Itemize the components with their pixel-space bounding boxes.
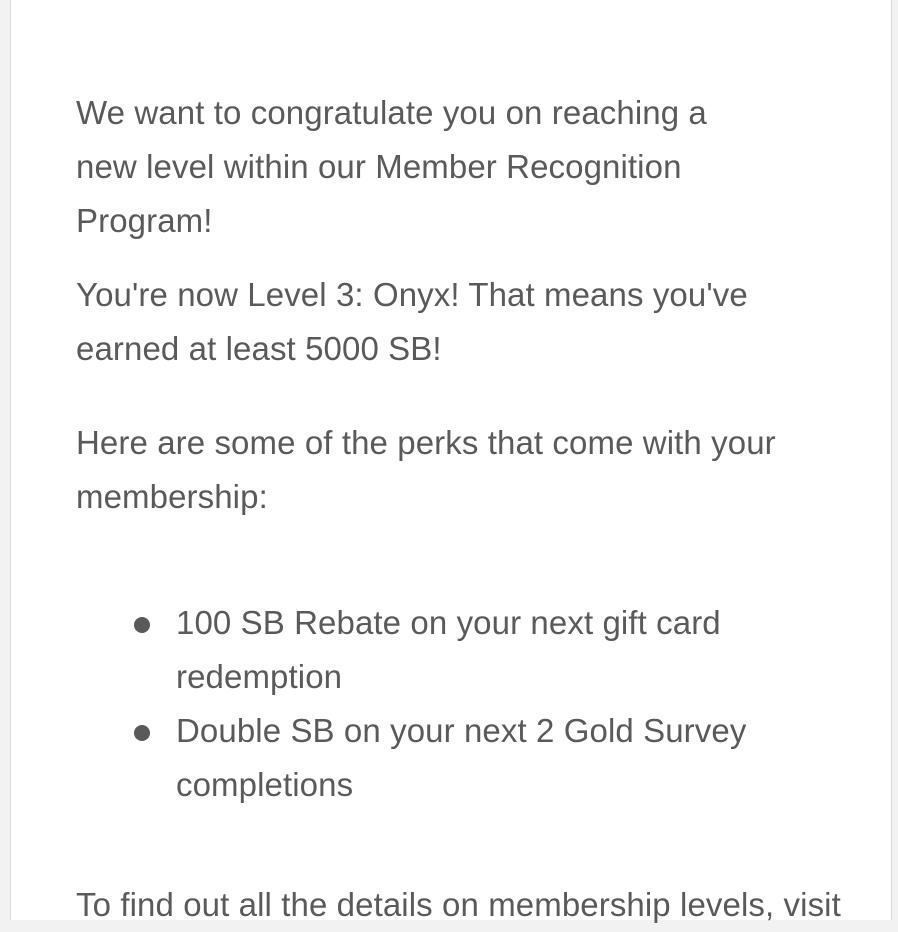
congratulation-paragraph: We want to congratulate you on reaching a new level within our Member Recognition Program! <box>76 94 707 239</box>
bullet-dot-icon <box>134 725 150 741</box>
perk-text: 100 SB Rebate on your next gift card redemption <box>176 604 721 695</box>
perk-list-item <box>76 596 796 704</box>
perk-text: Double SB on your next 2 Gold Survey completions <box>176 712 747 803</box>
perks-intro-paragraph: Here are some of the perks that come with your membership: <box>76 424 776 515</box>
perk-list-item <box>76 704 796 812</box>
details-paragraph-cut-off: To find out all the details on membership levels, visit <box>76 886 841 923</box>
level-paragraph: You're now Level 3: Onyx! That means you've earned at least 5000 SB! <box>76 276 748 367</box>
perks-list <box>76 596 796 812</box>
bullet-dot-icon <box>134 617 150 633</box>
